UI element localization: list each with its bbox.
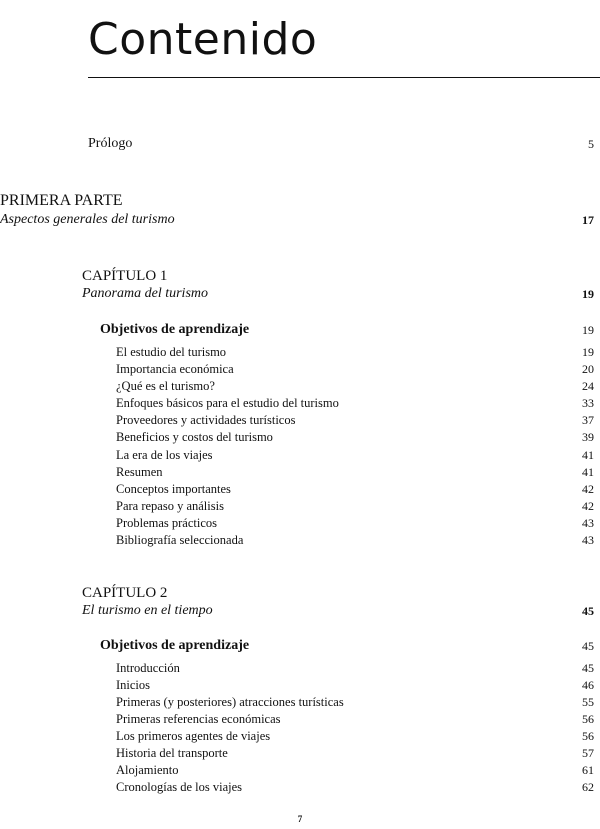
toc-entry-objetivos[interactable]: [0, 322, 594, 340]
page-title: Contenido: [88, 14, 318, 65]
toc-page-number: 45: [582, 661, 594, 675]
part-subtitle: Aspectos generales del turismo: [0, 212, 175, 227]
chapter-title: CAPÍTULO 1: [82, 268, 168, 284]
toc-entry-label: Historia del transporte: [116, 746, 228, 760]
toc-page-number: 33: [582, 396, 594, 410]
chapter-heading: [0, 269, 594, 287]
toc-entry-label: La era de los viajes: [116, 448, 213, 462]
part-heading: [0, 194, 594, 212]
toc-entry[interactable]: [0, 361, 594, 379]
toc-page-number: 17: [582, 213, 594, 227]
toc-entry-label: Beneficios y costos del turismo: [116, 430, 273, 444]
toc-entry[interactable]: [0, 464, 594, 482]
chapter-subtitle: El turismo en el tiempo: [82, 603, 213, 618]
toc-page-number: 45: [582, 604, 594, 618]
toc-page-number: 19: [582, 323, 594, 337]
toc-entry[interactable]: [0, 498, 594, 516]
section-heading: Objetivos de aprendizaje: [100, 638, 250, 653]
toc-entry[interactable]: [0, 395, 594, 413]
toc-entry-label: Proveedores y actividades turísticos: [116, 413, 296, 427]
toc-entry-label: Inicios: [116, 678, 151, 692]
toc-entry[interactable]: [0, 660, 594, 678]
toc-entry[interactable]: [0, 344, 594, 362]
toc-entry-label: Problemas prácticos: [116, 516, 218, 530]
section-heading: Objetivos de aprendizaje: [100, 322, 250, 337]
toc-page-number: 42: [582, 499, 594, 513]
toc-entry-label: Enfoques básicos para el estudio del turismo: [116, 396, 339, 410]
toc-page-number: 41: [582, 448, 594, 462]
chapter-title: CAPÍTULO 2: [82, 585, 168, 601]
page-number-footer: 7: [297, 814, 303, 824]
toc-page-number: 19: [582, 287, 594, 301]
toc-entry[interactable]: [0, 429, 594, 447]
toc-page-number: 57: [582, 746, 594, 760]
toc-entry-label: Conceptos importantes: [116, 482, 231, 496]
toc-page-number: 43: [582, 533, 594, 547]
toc-page-number: 41: [582, 465, 594, 479]
chapter-subtitle: Panorama del turismo: [82, 286, 208, 301]
toc-entry-prologo[interactable]: [0, 136, 594, 154]
toc-entry[interactable]: [0, 728, 594, 746]
toc-page-number: 62: [582, 780, 594, 794]
toc-page-number: 19: [582, 345, 594, 359]
toc-page-number: 20: [582, 362, 594, 376]
toc-entry[interactable]: [0, 677, 594, 695]
part-title: PRIMERA PARTE: [0, 192, 123, 209]
toc-page-number: 42: [582, 482, 594, 496]
toc-entry[interactable]: [0, 532, 594, 550]
toc-page-number: 56: [582, 712, 594, 726]
toc-page-number: 43: [582, 516, 594, 530]
toc-page-number: 55: [582, 695, 594, 709]
title-divider: [88, 77, 600, 78]
toc-entry-label: Prólogo: [88, 136, 133, 151]
toc-entry[interactable]: [0, 447, 594, 465]
toc-entry[interactable]: [0, 378, 594, 396]
toc-entry-label: Primeras referencias económicas: [116, 712, 281, 726]
toc-page-number: 37: [582, 413, 594, 427]
toc-entry-label: Introducción: [116, 661, 180, 675]
toc-entry[interactable]: [0, 779, 594, 797]
toc-entry-label: Resumen: [116, 465, 163, 479]
toc-page-number: 24: [582, 379, 594, 393]
toc-page-number: 46: [582, 678, 594, 692]
toc-entry[interactable]: [0, 515, 594, 533]
toc-page-number: 61: [582, 763, 594, 777]
toc-entry-label: Alojamiento: [116, 763, 179, 777]
toc-page-number: 5: [588, 137, 594, 151]
toc-entry[interactable]: [0, 745, 594, 763]
toc-entry-label: Para repaso y análisis: [116, 499, 224, 513]
toc-entry-label: Bibliografía seleccionada: [116, 533, 244, 547]
toc-entry[interactable]: [0, 694, 594, 712]
toc-entry[interactable]: [0, 481, 594, 499]
toc-entry-label: El estudio del turismo: [116, 345, 227, 359]
toc-entry-label: Primeras (y posteriores) atracciones turísticas: [116, 695, 344, 709]
toc-entry-objetivos[interactable]: [0, 638, 594, 656]
toc-page-number: 56: [582, 729, 594, 743]
chapter-heading: [0, 586, 594, 604]
toc-entry-part[interactable]: [0, 212, 594, 230]
toc-entry-label: Los primeros agentes de viajes: [116, 729, 271, 743]
toc-page-number: 45: [582, 639, 594, 653]
toc-page-number: 39: [582, 430, 594, 444]
toc-entry-label: ¿Qué es el turismo?: [116, 379, 215, 393]
toc-entry-label: Cronologías de los viajes: [116, 780, 243, 794]
toc-entry[interactable]: [0, 711, 594, 729]
toc-entry[interactable]: [0, 412, 594, 430]
toc-entry-chapter[interactable]: [0, 286, 594, 304]
toc-entry[interactable]: [0, 762, 594, 780]
toc-entry-chapter[interactable]: [0, 603, 594, 621]
toc-entry-label: Importancia económica: [116, 362, 234, 376]
